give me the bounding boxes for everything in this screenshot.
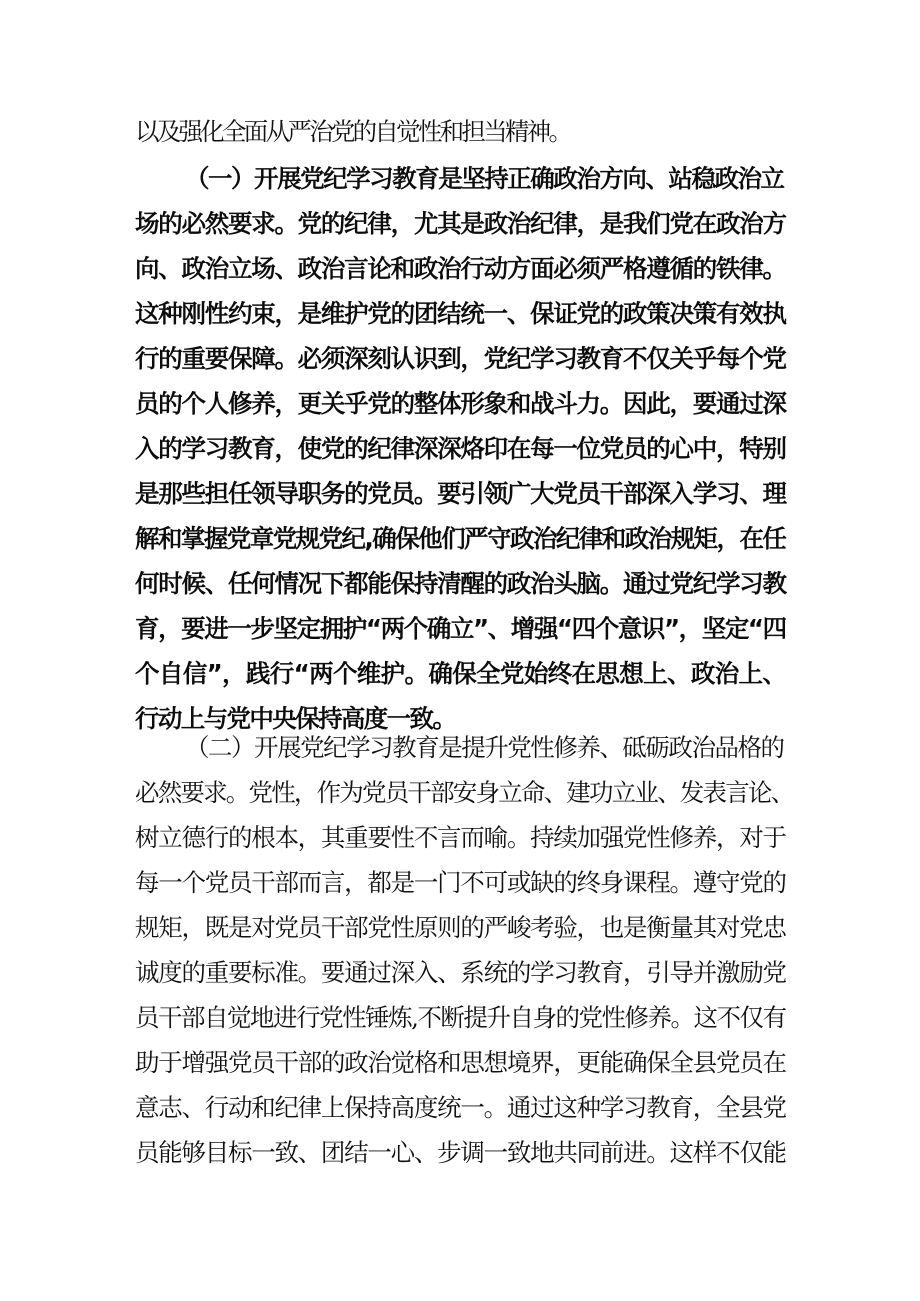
section-two-line: 员能够目标一致、团结一心、步调一致地共同前进。这样不仅能 (135, 1138, 786, 1167)
section-two-line: （二）开展党纪学习教育是提升党性修养、砥砺政治品格的 (185, 733, 784, 762)
section-two-line: 员干部自觉地进行党性锤炼,不断提升自身的党性修养。这不仅有 (135, 1003, 786, 1032)
intro-line: 以及强化全面从严治党的自觉性和担当精神。 (135, 117, 571, 146)
section-two-line: 规矩，既是对党员干部党性原则的严峻考验，也是衡量其对党忠 (135, 913, 786, 942)
section-one-line: 这种刚性约束，是维护党的团结统一、保证党的政策决策有效执 (135, 299, 786, 328)
section-two-line: 诚度的重要标准。要通过深入、系统的学习教育，引导并激励党 (135, 958, 786, 987)
section-one-line: 是那些担任领导职务的党员。要引领广大党员干部深入学习、理 (135, 479, 786, 508)
section-two-line: 意志、行动和纪律上保持高度统一。通过这种学习教育，全县党 (135, 1093, 786, 1122)
section-two-line: 树立德行的根本，其重要性不言而喻。持续加强党性修养，对于 (135, 823, 786, 852)
section-one-line: 解和掌握党章党规党纪,确保他们严守政治纪律和政治规矩，在任 (135, 524, 786, 553)
section-two-line: 必然要求。党性，作为党员干部安身立命、建功立业、发表言论、 (135, 778, 794, 807)
section-one-line: （一）开展党纪学习教育是坚持正确政治方向、站稳政治立 (185, 164, 784, 193)
section-one-line: 育，要进一步坚定拥护“两个确立”、增强“四个意识”，坚定“四 (135, 614, 786, 643)
section-one-line: 个自信”，践行“两个维护。确保全党始终在思想上、政治上、 (135, 659, 787, 688)
section-one-line: 行的重要保障。必须深刻认识到，党纪学习教育不仅关乎每个党 (135, 344, 786, 373)
section-two-line: 每一个党员干部而言，都是一门不可或缺的终身课程。遵守党的 (135, 868, 786, 897)
section-one-line: 员的个人修养，更关乎党的整体形象和战斗力。因此，要通过深 (135, 389, 786, 418)
section-one-line: 场的必然要求。党的纪律，尤其是政治纪律，是我们党在政治方 (135, 209, 786, 238)
section-one-line: 行动上与党中央保持高度一致。 (135, 704, 456, 733)
section-one-line: 入的学习教育，使党的纪律深深烙印在每一位党员的心中，特别 (135, 434, 786, 463)
section-two-line: 助于增强党员干部的政治觉格和思想境界，更能确保全县党员在 (135, 1048, 786, 1077)
section-one-line: 向、政治立场、政治言论和政治行动方面必须严格遵循的铁律。 (135, 254, 786, 283)
section-one-line: 何时候、任何情况下都能保持清醒的政治头脑。通过党纪学习教 (135, 569, 786, 598)
